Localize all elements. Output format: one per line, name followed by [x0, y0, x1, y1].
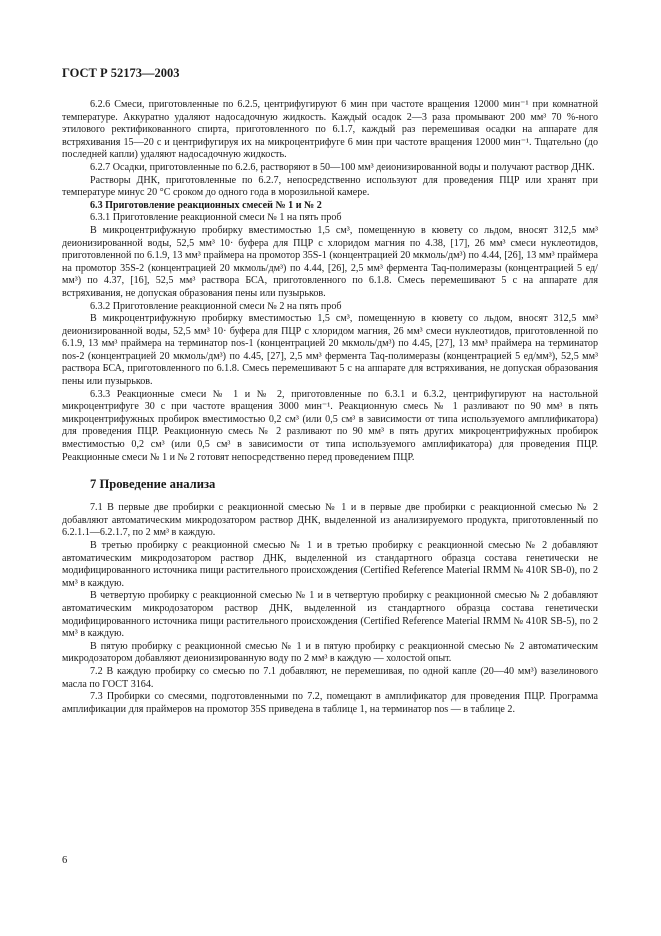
paragraph-6-3-2: 6.3.2 Приготовление реакционной смеси № 2 на пять проб: [90, 300, 342, 312]
paragraph-7-3: 7.3 Пробирки со смесями, подготовленными по 7.2, помещают в амплификатор для проведения ПЦР. Программа амплификации для праймеров на промотор 35S приведена в таблице 1, на терминатор nos — в таблице 2.: [62, 691, 598, 715]
section-6-text: [62, 99, 598, 464]
paragraph-6-2-6: 6.2.6 Смеси, приготовленные по 6.2.5, центрифугируют 6 мин при частоте вращения 12000 мин⁻¹ при комнатной температуре. Аккуратно удаляют надосадочную жидкость. Каждый осадок 2—3 раза промывают 200 мм³ 70 %-ного этилового ректификованного спирта, приготовленного по 6.1.7, каждый раз перемешивая осадки на аппарате для встряхивания 15—20 с и центрифугируя их на микроцентрифуге 6 мин при частоте вращения 12000 мин⁻¹. Тщательно (до последней капли) удаляют надосадочную жидкость.: [62, 99, 598, 161]
paragraph-6-2-7: 6.2.7 Осадки, приготовленные по 6.2.6, растворяют в 50—100 мм³ деионизированной воды и получают раствор ДНК.: [90, 161, 595, 173]
document-page: [62, 66, 598, 716]
paragraph-dna-solutions: Растворы ДНК, приготовленные по 6.2.7, непосредственно используют для проведения ПЦР или хранят при температуре минус 20 °С сроком до одного года в морозильной камере.: [62, 174, 598, 199]
section-7-title: 7 Проведение анализа: [90, 477, 216, 492]
paragraph-7-1: 7.1 В первые две пробирки с реакционной смесью № 1 и в первые две пробирки с реакционной смесью № 2 добавляют автоматическим микродозатором раствор ДНК, выделенной из анализируемого продукта, приготовленный по 6.2.1.1—6.2.1.7, по 2 мм³ в каждую.: [62, 502, 598, 539]
section-7-text: [62, 502, 598, 716]
paragraph-mix-2: В микроцентрифужную пробирку вместимостью 1,5 см³, помещенную в кювету со льдом, вносят 312,5 мм³ деионизированной воды, 52,5 мм³ 10· буфера для ПЦР с хлоридом магния, 26 мм³ смеси нуклеотидов, приготовленной по 6.1.9, 13 мм³ праймера на терминатор nos-1 (концентрацией 20 мкмоль/дм³) по 4.45, [27], 13 мм³ праймера на терминатор nos-2 (концентрацией 20 мкмоль/дм³) по 4.45, [27], 2,5 мм³ фермента Taq-полимеразы (концентрацией 5 ед/мм³), 52,5 мм³ раствора БСА, приготовленного по 6.1.8. Смесь перемешивают 5 с на аппарате для встряхивания, не допуская образования пены или пузырьков.: [62, 313, 598, 388]
paragraph-fifth-tube: В пятую пробирку с реакционной смесью № 1 и в пятую пробирку с реакционной смесью № 2 автоматическим микродозатором добавляют деионизированную воду по 2 мм³ в каждую — холостой опыт.: [62, 640, 598, 665]
document-header: ГОСТ Р 52173—2003: [62, 66, 180, 80]
page-number: 6: [62, 855, 68, 866]
subsection-6-3-title: 6.3 Приготовление реакционных смесей № 1 и № 2: [90, 199, 322, 211]
paragraph-7-2: 7.2 В каждую пробирку со смесью по 7.1 добавляют, не перемешивая, по одной капле (20—40 мм³) вазелинового масла по ГОСТ 3164.: [62, 665, 598, 690]
paragraph-mix-1: В микроцентрифужную пробирку вместимостью 1,5 см³, помещенную в кювету со льдом, вносят 312,5 мм³ деионизированной воды, 52,5 мм³ 10· буфера для ПЦР с хлоридом магния по 4.38, [17], 26 мм³ смеси нуклеотидов, приготовленной по 6.1.9, 13 мм³ праймера на промотор 35S-1 (концентрацией 20 мкмоль/дм³) по 4.44, [26], 13 мм³ праймера на промотор 35S-2 (концентрацией 20 мкмоль/дм³) по 4.44, [26], 2,5 мм³ фермента Taq-полимеразы (концентрацией 5 ед/мм³) по 4.37, [16], 52,5 мм³ раствора БСА, приготовленного по 6.1.8. Смесь перемешивают 5 с на аппарате для встряхивания, не допуская образования пены или пузырьков.: [62, 224, 598, 299]
paragraph-6-3-3: 6.3.3 Реакционные смеси № 1 и № 2, приготовленные по 6.3.1 и 6.3.2, центрифугируют на настольной микроцентрифуге 30 с при частоте вращения 3000 мин⁻¹. Реакционную смесь № 1 разливают по 90 мм³ в пять микроцентрифужных пробирок вместимостью 0,2 см³ (или 0,5 см³ в зависимости от типа используемого амплификатора) для проведения ПЦР. Реакционную смесь № 2 разливают по 90 мм³ в пять других микроцентрифужных пробирок вместимостью 0,2 см³ (или 0,5 см³ в зависимости от типа используемого амплификатора) для проведения ПЦР. Реакционные смеси № 1 и № 2 готовят непосредственно перед проведением ПЦР.: [62, 388, 598, 463]
paragraph-fourth-tube: В четвертую пробирку с реакционной смесью № 1 и в четвертую пробирку с реакционной смесью № 2 добавляют автоматическим микродозатором раствор ДНК, выделенной из стандартного образца состава генетически модифицированного источника пищи растительного происхождения (Certified Reference Material IRMM № 410R SB-5), по 2 мм³ в каждую.: [62, 590, 598, 640]
paragraph-third-tube: В третью пробирку с реакционной смесью № 1 и в третью пробирку с реакционной смесью № 2 добавляют автоматическим микродозатором раствор ДНК, выделенной из стандартного образца состава генетически не модифицированного источника пищи растительного происхождения (Certified Reference Material IRMM № 410R SB-0), по 2 мм³ в каждую.: [62, 540, 598, 589]
paragraph-6-3-1: 6.3.1 Приготовление реакционной смеси № 1 на пять проб: [90, 212, 342, 224]
